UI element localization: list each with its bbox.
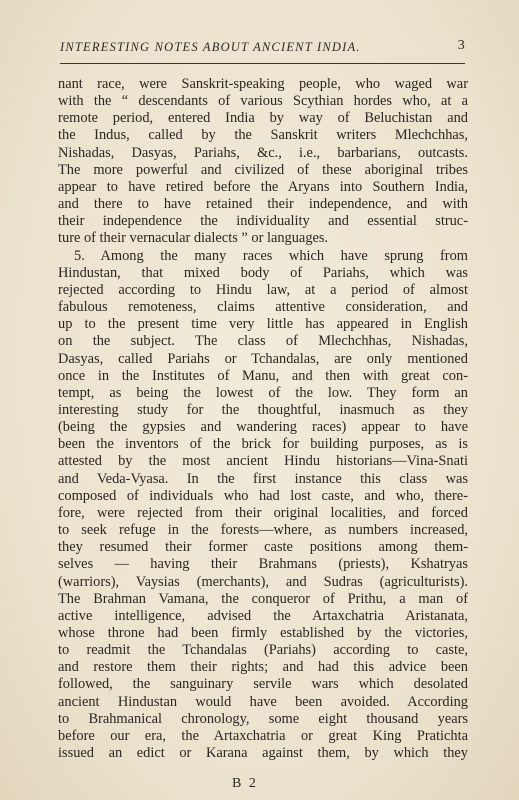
text-line: they resumed their former caste positions among them- bbox=[58, 539, 468, 556]
text-line: ancient Hindustan would have been avoided. According bbox=[58, 693, 468, 710]
text-line: their independence the individuality and essential struc- bbox=[58, 213, 468, 230]
text-line: and Veda-Vyasa. In the first instance this class was bbox=[58, 470, 468, 487]
text-line: to readmit the Tchandalas (Pariahs) according to caste, bbox=[58, 642, 468, 659]
text-line: appear to have retired before the Aryans into Southern India, bbox=[58, 178, 468, 195]
text-line: ture of their vernacular dialects ” or languages. bbox=[58, 230, 329, 247]
text-line: fore, were rejected from their original localities, and forced bbox=[58, 504, 468, 521]
text-line: been the inventors of the brick for building purposes, as is bbox=[58, 436, 468, 453]
text-line: and there to have retained their independence, and with bbox=[58, 196, 468, 213]
text-line: active intelligence, advised the Artaxchatria Aristanata, bbox=[58, 607, 468, 624]
text-line: nant race, were Sanskrit-speaking people, who waged war bbox=[58, 76, 468, 92]
paragraph-start-line: 5. Among the many races which have sprung from bbox=[74, 247, 468, 264]
text-line: Nishadas, Dasyas, Pariahs, &c., i.e., barbarians, outcasts. bbox=[58, 144, 468, 161]
text-line: rejected according to Hindu law, at a period of almost bbox=[58, 281, 468, 298]
text-line: to seek refuge in the forests—where, as numbers increased, bbox=[58, 522, 468, 539]
text-line: fabulous remoteness, claims attentive consideration, and bbox=[58, 299, 468, 316]
text-line: and restore them their rights; and had this advice been bbox=[58, 659, 468, 676]
text-line: attested by the most ancient Hindu historians—Vina-Snati bbox=[58, 453, 468, 470]
text-line: before our era, the Artaxchatria or great King Pratichta bbox=[58, 727, 468, 744]
text-line: (being the gypsies and wandering races) appear to have bbox=[58, 419, 468, 436]
text-line: up to the present time very little has appeared in English bbox=[58, 316, 468, 333]
running-title: INTERESTING NOTES ABOUT ANCIENT INDIA. bbox=[60, 40, 361, 54]
text-line: composed of individuals who had lost caste, and who, there- bbox=[58, 487, 468, 504]
text-line: The Brahman Vamana, the conqueror of Prithu, a man of bbox=[58, 590, 468, 607]
text-line: Dasyas, called Pariahs or Tchandalas, are only mentioned bbox=[58, 350, 468, 367]
text-line: with the “ descendants of various Scythian hordes who, at a bbox=[58, 93, 468, 110]
text-line: Hindustan, that mixed body of Pariahs, which was bbox=[58, 264, 468, 281]
text-line: tempt, as being the lowest of the low. They form an bbox=[58, 384, 468, 401]
page-number: 3 bbox=[457, 38, 466, 53]
text-line: once in the Institutes of Manu, and then with great con- bbox=[58, 367, 468, 384]
body-text bbox=[58, 76, 468, 762]
header-rule bbox=[60, 63, 465, 64]
text-line: The more powerful and civilized of these aboriginal tribes bbox=[58, 161, 468, 178]
text-line: (warriors), Vaysias (merchants), and Sudras (agriculturists). bbox=[58, 573, 468, 590]
text-line: interesting study for the thoughtful, inasmuch as they bbox=[58, 401, 468, 418]
signature-mark: B 2 bbox=[232, 776, 258, 791]
text-line: remote period, entered India by way of Beluchistan and bbox=[58, 110, 468, 127]
text-line: selves — having their Brahmans (priests), Kshatryas bbox=[58, 556, 468, 573]
text-line: to Brahmanical chronology, some eight thousand years bbox=[58, 710, 468, 727]
text-line: the Indus, called by the Sanskrit writers Mlechchhas, bbox=[58, 127, 468, 144]
text-line: followed, the sanguinary servile wars which desolated bbox=[58, 676, 468, 693]
text-line: issued an edict or Karana against them, by which they bbox=[58, 745, 468, 762]
text-line: whose throne had been firmly established by the victories, bbox=[58, 625, 468, 641]
text-line: on the subject. The class of Mlechchhas, Nishadas, bbox=[58, 333, 468, 350]
